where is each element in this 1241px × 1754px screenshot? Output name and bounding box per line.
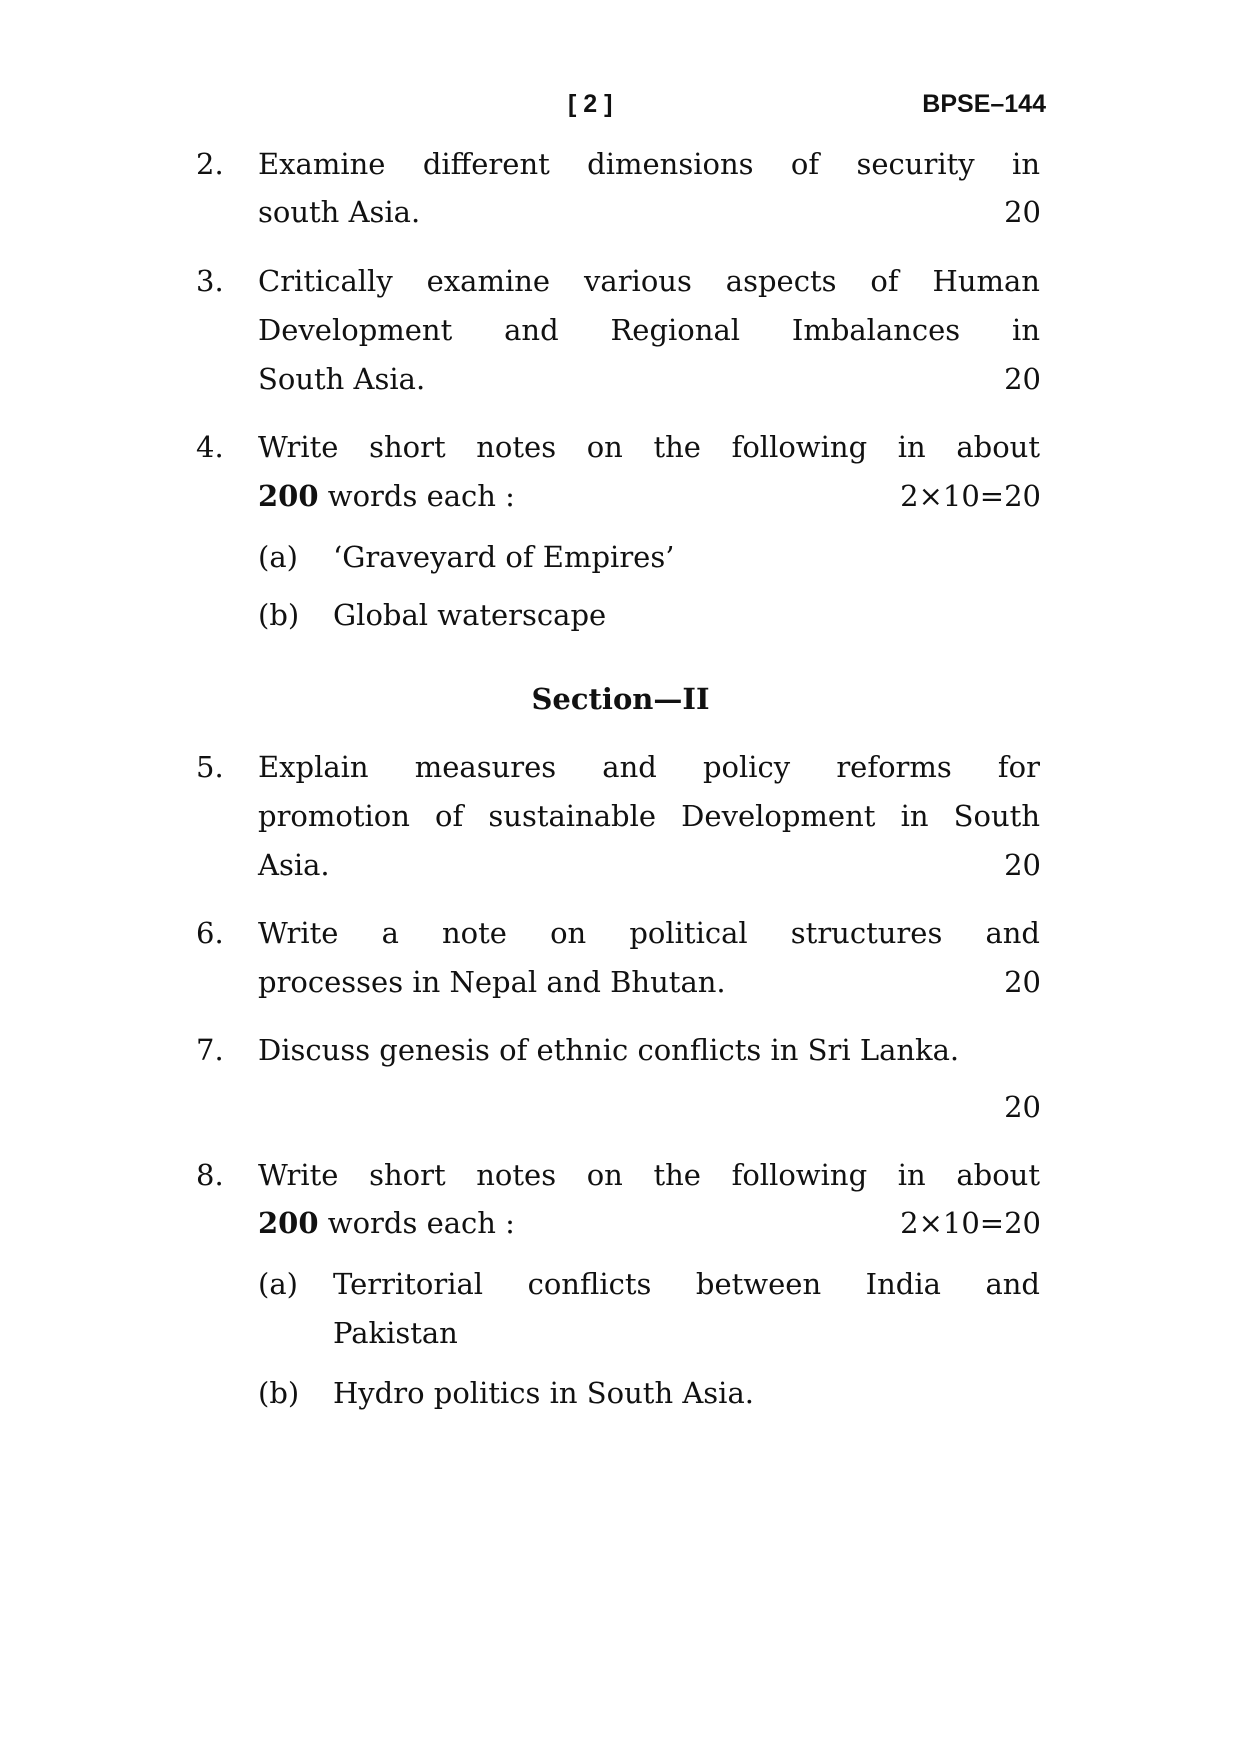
question-text-line: promotion of sustainable Development in South xyxy=(258,799,1040,833)
question-text-line: processes in Nepal and Bhutan. xyxy=(258,965,726,999)
subpart-text: Global waterscape xyxy=(333,598,607,632)
question-text-line: Development and Regional Imbalances in xyxy=(258,313,1040,347)
question-text-suffix: words each : xyxy=(327,1206,515,1240)
subpart-text: Pakistan xyxy=(333,1316,458,1350)
question-number: 3. xyxy=(196,264,224,298)
question-marks: 20 xyxy=(1004,362,1041,396)
subpart-label: (a) xyxy=(258,540,298,574)
question-number: 2. xyxy=(196,147,224,181)
question-text-line: Discuss genesis of ethnic conflicts in Sri Lanka. xyxy=(258,1033,960,1067)
question-marks: 20 xyxy=(1004,195,1041,229)
question-text-suffix: words each : xyxy=(327,479,515,513)
question-marks: 2×10=20 xyxy=(900,1206,1041,1240)
question-text-line: Write a note on political structures and xyxy=(258,916,1040,950)
question-marks: 20 xyxy=(1004,1090,1041,1124)
question-marks: 20 xyxy=(1004,965,1041,999)
subpart-label: (b) xyxy=(258,1376,300,1410)
subpart-text: ‘Graveyard of Empires’ xyxy=(333,540,675,574)
question-number: 6. xyxy=(196,916,224,950)
question-text-line: Asia. xyxy=(258,848,330,882)
question-text-line: Write short notes on the following in about xyxy=(258,1158,1040,1192)
word-count: 200 xyxy=(258,479,319,513)
question-marks: 20 xyxy=(1004,848,1041,882)
course-code: BPSE–144 xyxy=(922,90,1046,118)
page-number: [ 2 ] xyxy=(568,90,613,118)
question-number: 8. xyxy=(196,1158,224,1192)
question-text-line: Examine different dimensions of security in xyxy=(258,147,1040,181)
question-text-line: south Asia. xyxy=(258,195,421,229)
word-count: 200 xyxy=(258,1206,319,1240)
subpart-text: Hydro politics in South Asia. xyxy=(333,1376,754,1410)
question-marks: 2×10=20 xyxy=(900,479,1041,513)
question-text-line: South Asia. xyxy=(258,362,426,396)
subpart-text: Territorial conflicts between India and xyxy=(333,1267,1040,1301)
question-text-line: Explain measures and policy reforms for xyxy=(258,750,1040,784)
subpart-label: (b) xyxy=(258,598,300,632)
question-number: 4. xyxy=(196,430,224,464)
question-text-line: Critically examine various aspects of Human xyxy=(258,264,1040,298)
section-heading: Section—II xyxy=(531,682,710,716)
question-number: 5. xyxy=(196,750,224,784)
question-number: 7. xyxy=(196,1033,224,1067)
subpart-label: (a) xyxy=(258,1267,298,1301)
question-text-line: Write short notes on the following in about xyxy=(258,430,1040,464)
